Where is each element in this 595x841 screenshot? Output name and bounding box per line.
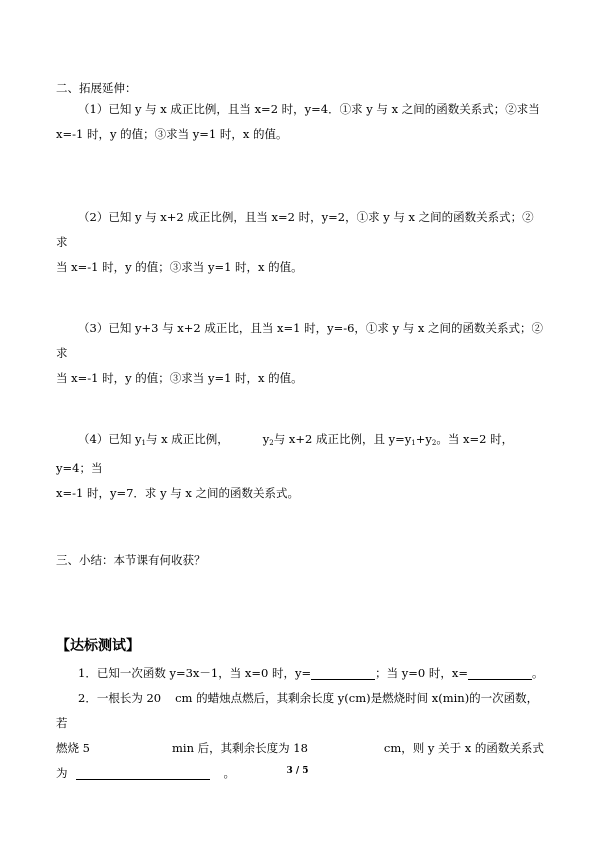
problem-4 xyxy=(56,427,544,506)
problem-1-line1: （1）已知 y 与 x 成正比例，且当 x=2 时，y=4．①求 y 与 x 之间的函数关系式；②求当 xyxy=(78,102,540,116)
section3-heading: 三、小结：本节课有何收获？ xyxy=(56,553,206,567)
answer-blank-x[interactable] xyxy=(468,666,532,680)
problem-3 xyxy=(56,316,544,391)
problem-1 xyxy=(56,97,544,147)
section2-heading: 二、拓展延伸： xyxy=(56,81,137,95)
problem-2 xyxy=(56,205,544,280)
page-number: 3 / 5 xyxy=(286,766,309,776)
problem-1-line2: x=-1 时，y 的值；③求当 y=1 时，x 的值。 xyxy=(56,127,288,141)
problem-4-line1: （4）已知 $y_1$与 x 成正比例， $y_2$与 x+2 成正比例，且 $y=y_1+y_2$。当 x=2 时，y=4；当 xyxy=(56,432,514,475)
answer-blank-y[interactable] xyxy=(311,666,375,680)
test-question-1: 1．已知一次函数 y=3x－1，当 x=0 时，y= ；当 y=0 时，x= 。 xyxy=(78,666,544,680)
problem-3-line2: 当 x=-1 时，y 的值；③求当 y=1 时，x 的值。 xyxy=(56,371,303,385)
test-section-title: 【达标测试】 xyxy=(56,638,140,654)
problem-3-line1: （3）已知 y+3 与 x+2 成正比，且当 x=1 时，y=-6，①求 y 与 x 之间的函数关系式；②求 xyxy=(56,321,544,360)
problem-2-line1: （2）已知 y 与 x+2 成正比例，且当 x=2 时，y=2，①求 y 与 x 之间的函数关系式；②求 xyxy=(56,210,534,249)
problem-4-line2: x=-1 时，y=7．求 y 与 x 之间的函数关系式。 xyxy=(56,486,300,500)
problem-2-line2: 当 x=-1 时，y 的值；③求当 y=1 时，x 的值。 xyxy=(56,260,303,274)
test-question-2: 2．一根长为 20 cm 的蜡烛点燃后，其剩余长度 y(cm)是燃烧时间 x(min)的一次函数，若 燃烧 5 min 后，其剩余长度为 18 cm，则 y 关于 x 的函数关系式 为 。 xyxy=(56,691,544,780)
